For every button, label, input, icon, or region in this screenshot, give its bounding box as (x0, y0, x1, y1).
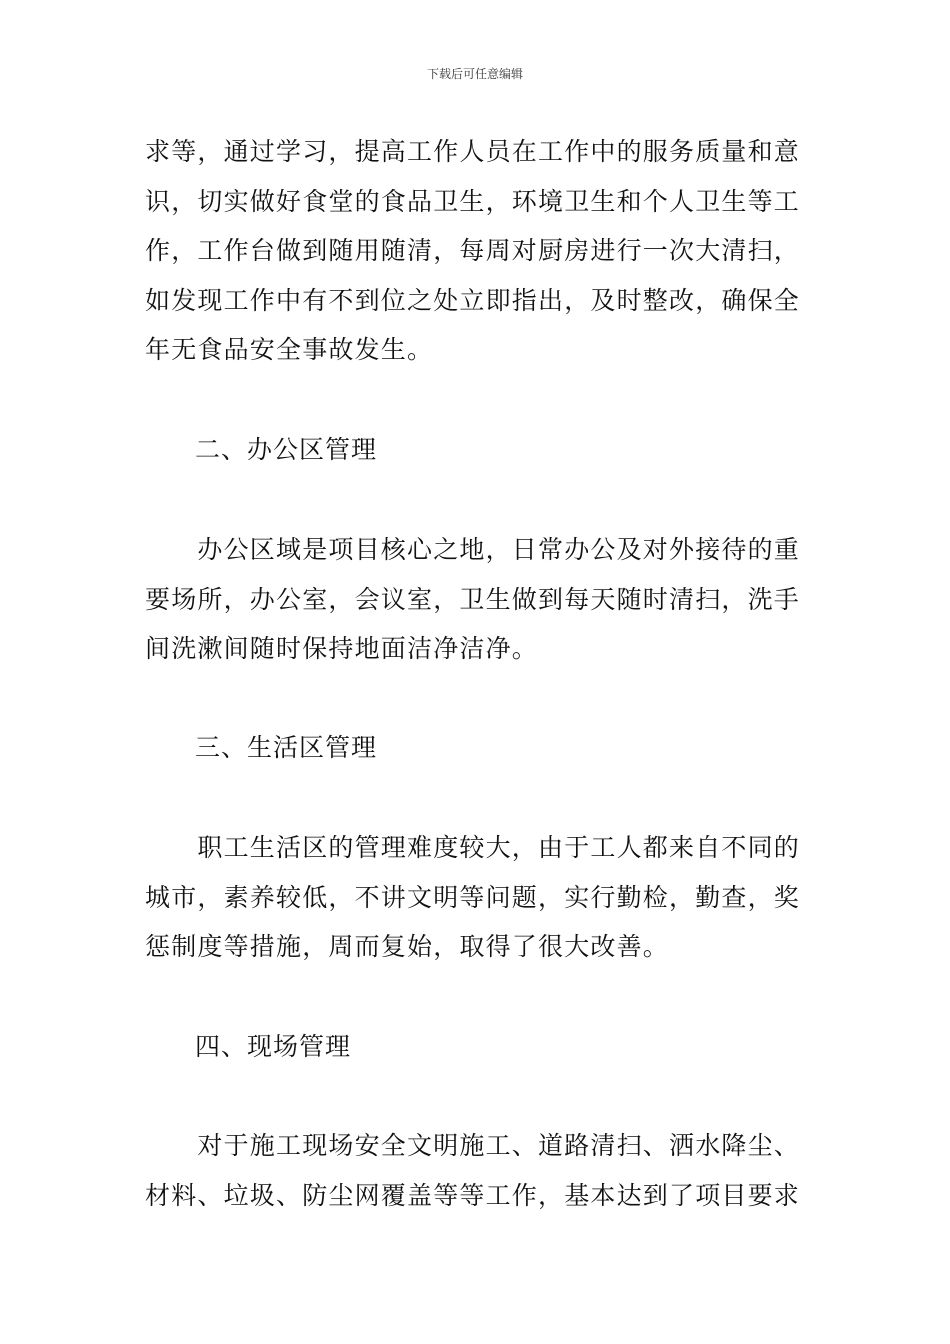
intro-paragraph (145, 127, 815, 375)
section-heading-living: 三、生活区管理 (195, 733, 378, 762)
paragraph-line: 对于施工现场安全文明施工、道路清扫、洒水降尘、 (145, 1131, 801, 1160)
office-paragraph (145, 525, 815, 674)
paragraph-line: 办公区域是项目核心之地，日常办公及对外接待的重 (145, 535, 801, 564)
paragraph-line: 求等，通过学习，提高工作人员在工作中的服务质量和意 (145, 137, 801, 166)
living-paragraph (145, 823, 815, 972)
paragraph-line: 作，工作台做到随用随清，每周对厨房进行一次大清扫， (145, 236, 801, 265)
section-heading-office: 二、办公区管理 (195, 435, 378, 464)
paragraph-line: 职工生活区的管理难度较大，由于工人都来自不同的 (145, 833, 801, 862)
site-paragraph (145, 1121, 815, 1220)
paragraph-line: 要场所，办公室，会议室，卫生做到每天随时清扫，洗手 (145, 584, 801, 614)
paragraph-line: 间洗漱间随时保持地面洁净洁净。 (145, 634, 539, 663)
paragraph-line: 材料、垃圾、防尘网覆盖等等工作，基本达到了项目要求 (145, 1180, 801, 1210)
paragraph-line: 如发现工作中有不到位之处立即指出，及时整改，确保全 (145, 285, 801, 315)
section-heading-site: 四、现场管理 (195, 1032, 352, 1061)
paragraph-line: 惩制度等措施，周而复始，取得了很大改善。 (145, 932, 670, 961)
paragraph-line: 城市，素养较低，不讲文明等问题，实行勤检，勤查，奖 (145, 882, 801, 912)
paragraph-line: 识，切实做好食堂的食品卫生，环境卫生和个人卫生等工 (145, 186, 801, 216)
paragraph-line: 年无食品安全事故发生。 (145, 335, 434, 364)
header-note: 下载后可任意编辑 (426, 67, 523, 81)
